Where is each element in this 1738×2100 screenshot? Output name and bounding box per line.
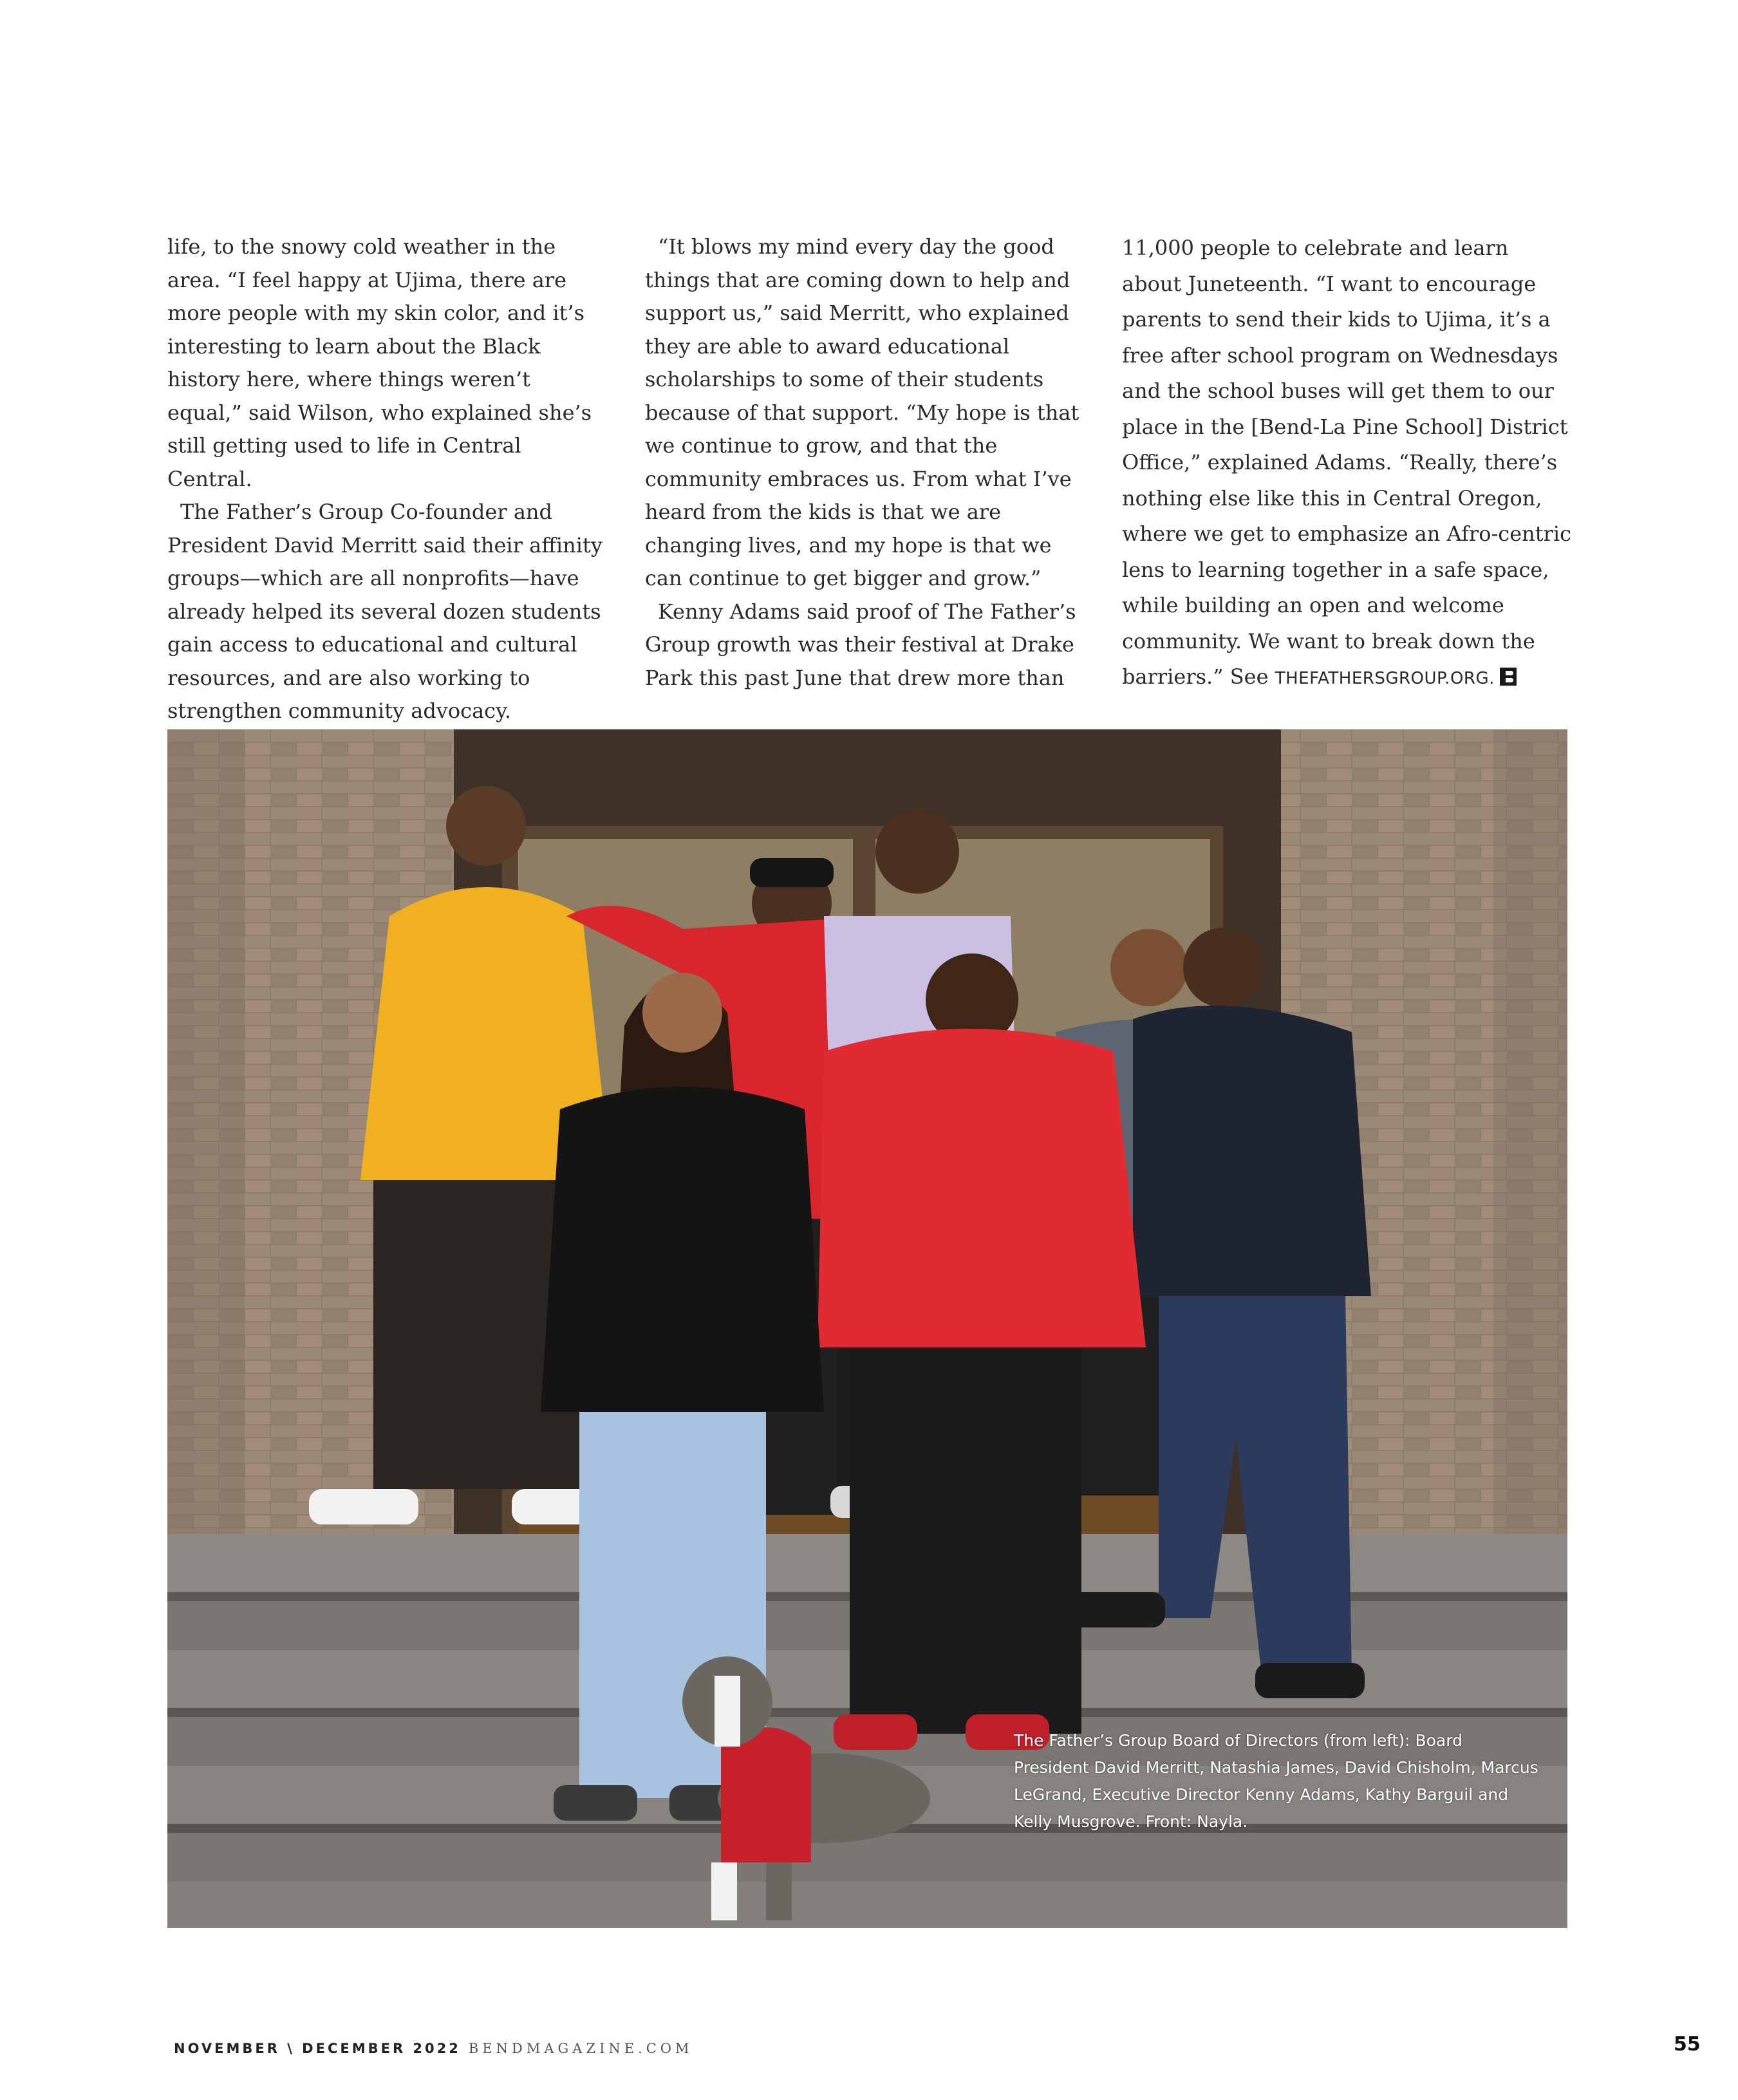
article-paragraph: Kenny Adams said proof of The Father’s Group growth was their festival at Drake Park this past June that drew more than <box>645 599 1076 690</box>
end-mark-icon <box>1500 668 1517 686</box>
article-paragraph: “It blows my mind every day the good things that are coming down to help and support us,” said Merritt, who explained they are able to award educational scholarships to some of their students because of that support. “My hope is that we continue to grow, and that the community embraces us. From what I’ve heard from the kids is that we are changing lives, and my hope is that we can continue to get bigger and grow.” <box>645 234 1079 590</box>
site-name: BENDMAGAZINE.COM <box>468 2041 693 2056</box>
group-photo <box>167 729 1567 1928</box>
article-text: 11,000 people to celebrate and learn about Juneteenth. “I want to encourage parents to send their kids to Ujima, it’s a free after school program on Wednesdays and the school buses will get them to our place in the [Bend-La Pine School] District Office,” explained Adams. “Really, there’s nothing else like this in Central Oregon, where we get to emphasize an Afro-centric lens to learning together in a safe space, while building an open and welcome community. We want to break down the barriers.” See <box>1122 236 1572 689</box>
article-column-1 <box>167 230 612 728</box>
photo-caption: The Father’s Group Board of Directors (from left): Board President David Merritt, Natashia James, David Chisholm, Marcus LeGrand, Executive Director Kenny Adams, Kathy Barguil and Kelly Musgrove. Front: Nayla. <box>1014 1731 1538 1831</box>
page-footer <box>174 2041 693 2056</box>
page-number: 55 <box>1674 2033 1701 2056</box>
article-paragraph: life, to the snowy cold weather in the area. “I feel happy at Ujima, there are more people with my skin color, and it’s interesting to learn about the Black history here, where things weren’t equal,” said Wilson, who explained she’s still getting used to life in Central Central. <box>167 234 592 491</box>
issue-date: NOVEMBER \ DECEMBER 2022 <box>174 2041 461 2056</box>
article-paragraph: The Father’s Group Co-founder and President David Merritt said their affinity groups—which are all nonprofits—have already helped its several dozen students gain access to educational and cultural resources, and are also working to strengthen community advocacy. <box>167 500 603 723</box>
website-link[interactable]: THEFATHERSGROUP.ORG. <box>1275 669 1495 688</box>
article-column-2 <box>645 230 1089 695</box>
article-column-3 <box>1122 230 1573 697</box>
article-paragraph <box>1122 230 1573 697</box>
